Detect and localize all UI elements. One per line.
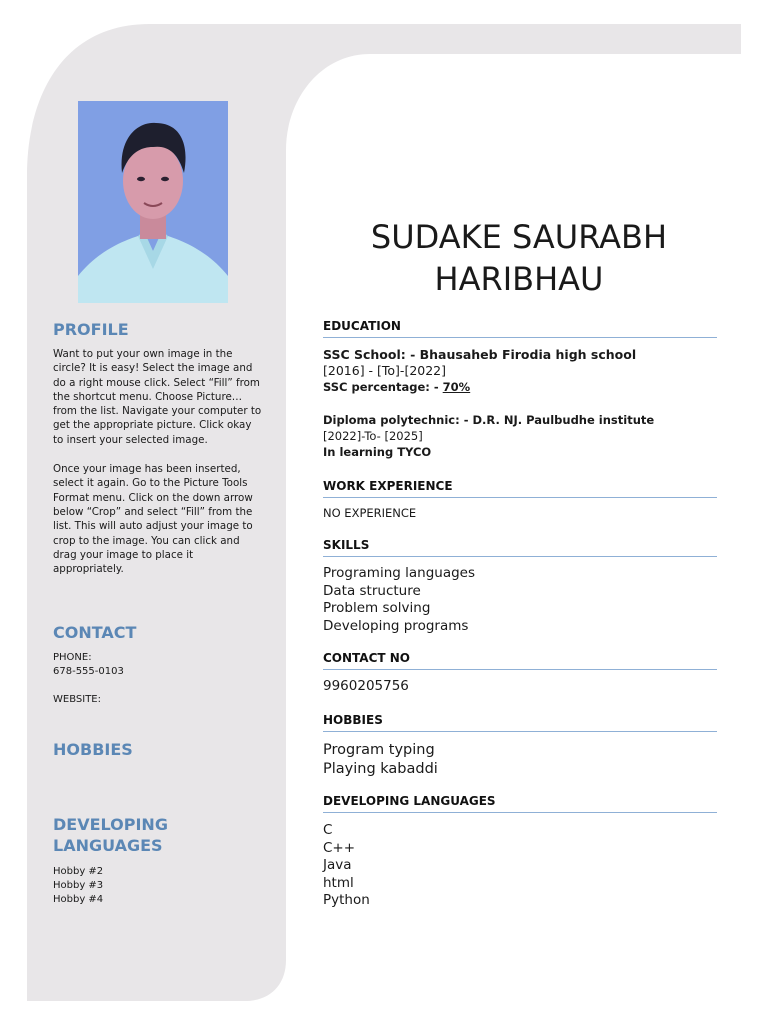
website-label: WEBSITE:	[53, 694, 101, 705]
language-item: Python	[323, 892, 370, 908]
ssc-years: [2016] - [To]-[2022]	[323, 363, 447, 378]
sidebar-list-item: Hobby #4	[53, 894, 104, 905]
name-line-2: HARIBHAU	[434, 260, 604, 298]
developing-languages-list	[323, 822, 717, 910]
diploma-institute: Diploma polytechnic: - D.R. NJ. Paulbudhe institute	[323, 413, 655, 427]
diploma-status: In learning TYCO	[323, 445, 432, 459]
contact-no-title: CONTACT NO	[323, 650, 717, 670]
skills-list	[323, 565, 717, 635]
skill-item: Programing languages	[323, 565, 476, 581]
hobbies-title: HOBBIES	[323, 712, 717, 732]
language-item: C	[323, 822, 333, 838]
sidebar-list-item: Hobby #3	[53, 880, 104, 891]
contact-heading: CONTACT	[53, 623, 137, 642]
profile-heading: PROFILE	[53, 320, 129, 339]
sidebar-list-item: Hobby #2	[53, 866, 104, 877]
skill-item: Problem solving	[323, 600, 431, 616]
profile-photo	[78, 101, 228, 303]
profile-section	[53, 319, 273, 576]
developing-languages-heading-line2: LANGUAGES	[53, 836, 163, 855]
resume-name	[318, 216, 720, 300]
developing-languages-sidebar-section	[53, 814, 273, 907]
hobby-item: Program typing	[323, 742, 435, 758]
education-content	[323, 347, 717, 460]
profile-paragraph-1: Want to put your own image in the circle? It is easy! Select the image and do a right mouse click. Select “Fill” from the shortcut menu. Choose Picture… from the list. Navigate your computer to get the appropriate picture. Click okay to insert your selected image.	[53, 348, 262, 446]
skills-title: SKILLS	[323, 537, 717, 557]
hobbies-heading: HOBBIES	[53, 740, 133, 759]
ssc-percentage	[323, 379, 717, 395]
ssc-percentage-value: 70%	[442, 380, 471, 394]
profile-paragraph-2: Once your image has been inserted, select it again. Go to the Picture Tools Format menu. Click on the down arrow below “Crop” and select “Fill” from the list. This will auto adjust your image to crop to the image. You can click and drag your image to place it appropriately.	[53, 463, 253, 576]
hobbies-list	[323, 741, 717, 779]
education-title: EDUCATION	[323, 318, 717, 338]
developing-languages-heading-line1: DEVELOPING	[53, 815, 168, 834]
name-line-1: SUDAKE SAURABH	[370, 218, 668, 256]
skill-item: Developing programs	[323, 617, 469, 634]
developing-languages-title: DEVELOPING LANGUAGES	[323, 793, 717, 813]
language-item: Java	[323, 857, 352, 873]
contact-sidebar-section	[53, 622, 273, 707]
hobby-item: Playing kabaddi	[323, 761, 438, 777]
ssc-percentage-label: SSC percentage: -	[323, 380, 443, 394]
phone-value: 678-555-0103	[53, 666, 124, 677]
language-item: C++	[323, 839, 356, 856]
diploma-years: [2022]-To- [2025]	[323, 429, 423, 443]
language-item: html	[323, 874, 354, 891]
skill-item: Data structure	[323, 582, 421, 599]
ssc-school: SSC School: - Bhausaheb Firodia high school	[323, 347, 637, 362]
work-experience-text: NO EXPERIENCE	[323, 506, 417, 520]
phone-label: PHONE:	[53, 652, 92, 663]
contact-no-value: 9960205756	[323, 678, 409, 694]
hobbies-sidebar-section	[53, 739, 273, 760]
work-experience-title: WORK EXPERIENCE	[323, 478, 717, 498]
